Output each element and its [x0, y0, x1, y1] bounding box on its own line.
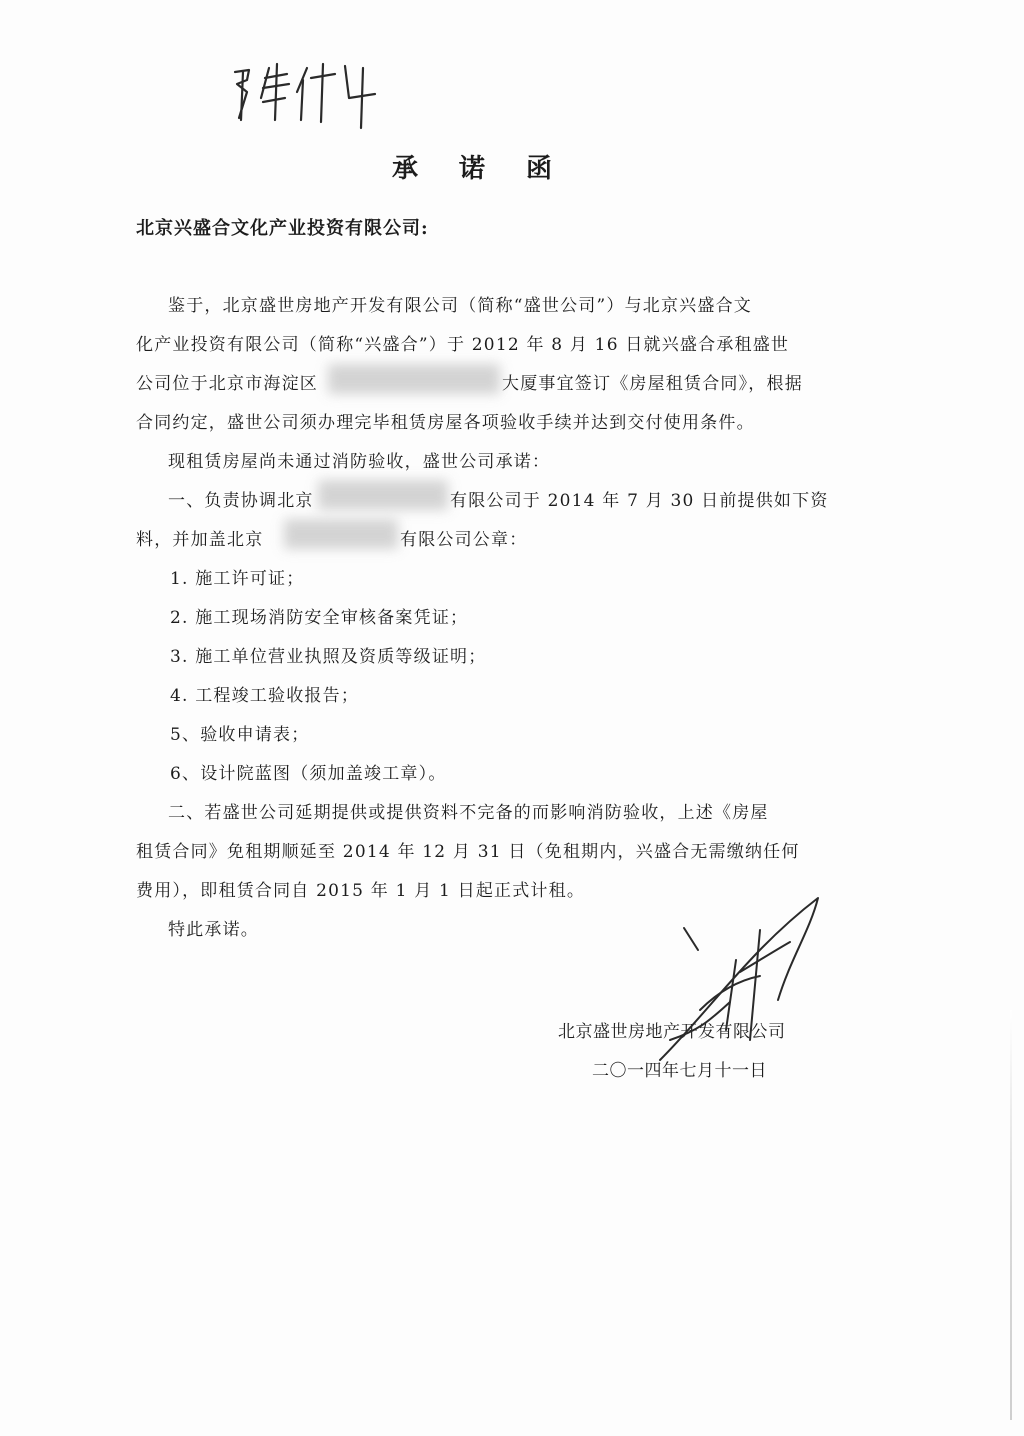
document-title: 承 诺 函 [391, 154, 569, 184]
body-line: 鉴于，北京盛世房地产开发有限公司（简称“盛世公司”）与北京兴盛合文 [168, 296, 752, 316]
list-item: 2. 施工现场消防安全审核备案凭证； [170, 608, 469, 628]
body-line: 化产业投资有限公司（简称“兴盛合”）于 2012 年 8 月 16 日就兴盛合承租盛世 [136, 335, 790, 355]
body-line: 租赁合同》免租期顺延至 2014 年 12 月 31 日（免租期内，兴盛合无需缴纳任何 [136, 842, 800, 862]
body-line: 合同约定，盛世公司须办理完毕租赁房屋各项验收手续并达到交付使用条件。 [136, 413, 755, 433]
signatory-date: 二〇一四年七月十一日 [592, 1061, 767, 1081]
body-line: 一、负责协调北京 [168, 491, 314, 511]
body-line: 公司位于北京市海淀区 [136, 374, 318, 394]
handwritten-annotation [225, 58, 395, 138]
recipient-line: 北京兴盛合文化产业投资有限公司: [136, 218, 429, 239]
handwritten-signature [640, 890, 840, 1080]
closing-line: 特此承诺。 [168, 920, 259, 940]
scan-edge-shadow [1010, 1010, 1012, 1420]
redacted-region [318, 480, 448, 510]
signatory-company: 北京盛世房地产开发有限公司 [558, 1022, 786, 1042]
list-item: 1. 施工许可证； [170, 569, 305, 589]
list-item: 5、验收申请表； [170, 725, 310, 745]
redacted-region [284, 519, 398, 549]
body-line: 有限公司公章： [400, 530, 528, 550]
list-item: 6、设计院蓝图（须加盖竣工章）。 [170, 764, 447, 784]
list-item: 4. 工程竣工验收报告； [170, 686, 360, 706]
body-line: 现租赁房屋尚未通过消防验收，盛世公司承诺： [168, 452, 551, 472]
body-line: 大厦事宜签订《房屋租赁合同》，根据 [502, 374, 803, 394]
list-item: 3. 施工单位营业执照及资质等级证明； [170, 647, 487, 667]
body-line: 二、若盛世公司延期提供或提供资料不完备的而影响消防验收，上述《房屋 [168, 803, 769, 823]
body-line: 有限公司于 2014 年 7 月 30 日前提供如下资 [450, 491, 829, 511]
body-line: 料，并加盖北京 [136, 530, 264, 550]
body-line: 费用），即租赁合同自 2015 年 1 月 1 日起正式计租。 [136, 881, 586, 901]
redacted-region [328, 364, 500, 394]
